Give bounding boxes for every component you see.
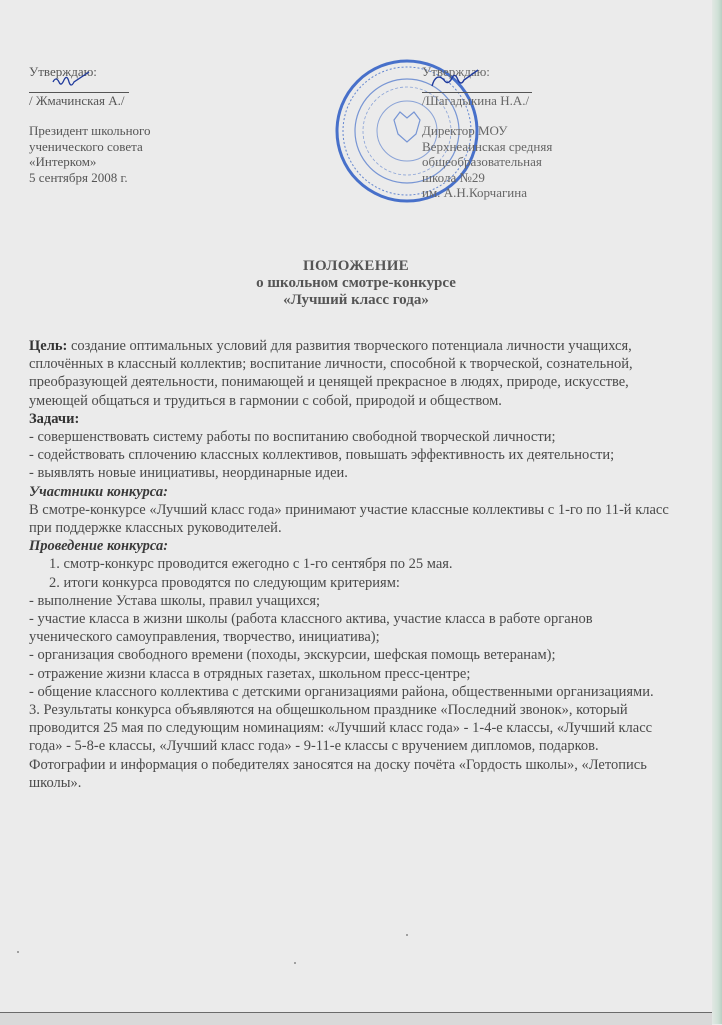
goal-text: создание оптимальных условий для развития творческого потенциала личности учащихся, сплочённых в классный коллектив; воспитание личности, способной к творческой, сознательной, преобразующей деятельности, понимающей и ценящей прекрасное в людях, природе, искусстве, умеющей общаться и трудиться в гармонии с собой, природой и обществом. (29, 338, 633, 409)
conduct-label: Проведение конкурса: (29, 538, 169, 555)
signature-icon (426, 68, 482, 94)
goal-paragraph (29, 337, 669, 410)
approver-position-line: ученического совета (29, 138, 143, 154)
title-line-3: «Лучший класс года» (283, 292, 429, 308)
approver-position-line: Верхнеаинская средняя (422, 138, 553, 154)
document-title (0, 258, 712, 309)
approval-block-left (29, 64, 151, 185)
photos-paragraph: Фотографии и информация о победителях заносятся на доску почёта «Гордость школы», «Летопись школы». (29, 756, 647, 791)
title-line-1: ПОЛОЖЕНИЕ (303, 258, 409, 274)
task-item: - выявлять новые инициативы, неординарные идеи. (29, 465, 348, 482)
participants-label: Участники конкурса: (29, 483, 168, 500)
page-edge (712, 0, 722, 1024)
approval-date: 5 сентября 2008 г. (29, 169, 128, 185)
criteria-item: - участие класса в жизни школы (работа классного актива, участие класса в работе органов ученического самоуправления, творчество, инициатива); (29, 611, 593, 646)
results-paragraph: 3. Результаты конкурса объявляются на общешкольном празднике «Последний звонок», который проводится 25 мая по следующим номинациям: «Лучший класс года» - 1-4-е классы, «Лучший класс года» - 5-8-е классы, «Лучший класс года» - 9-11-е классы с вручением дипломов, подарков. (29, 702, 653, 755)
approver-position-line: школа №29 (422, 169, 485, 185)
goal-label: Цель: (29, 338, 68, 354)
signature-icon (49, 70, 93, 92)
approver-name: /Шагадыкина Н.А./ (422, 92, 530, 108)
approval-heading: Утверждаю: (29, 64, 97, 79)
task-item: - содействовать сплочению классных коллективов, повышать эффективность их деятельности; (29, 447, 615, 464)
approval-block-right (422, 64, 552, 201)
approver-position-line: им. А.Н.Корчагина (422, 185, 527, 200)
approver-name: / Жмачинская А./ (29, 92, 125, 108)
criteria-item: - общение классного коллектива с детскими организациями района, общественными организациями. (29, 683, 654, 700)
tasks-label: Задачи: (29, 410, 80, 427)
approver-position-line: Президент школьного (29, 123, 151, 138)
scan-speck (294, 962, 296, 964)
criteria-item: - выполнение Устава школы, правил учащихся; (29, 592, 321, 609)
title-line-2: о школьном смотре-конкурсе (256, 275, 456, 291)
scan-speck (406, 934, 408, 936)
scan-speck (17, 951, 19, 953)
document-body (29, 337, 669, 792)
criteria-item: - организация свободного времени (походы, экскурсии, шефская помощь ветеранам); (29, 647, 556, 664)
approval-heading: Утверждаю: (422, 64, 490, 79)
approver-position-line: «Интерком» (29, 154, 97, 169)
signature-line (422, 80, 532, 93)
conduct-numbered-item: 2. итоги конкурса проводятся по следующим критериям: (49, 574, 400, 591)
signature-line (29, 80, 129, 93)
page-bottom-edge (0, 1012, 712, 1025)
participants-text: В смотре-конкурсе «Лучший класс года» принимают участие классные коллективы с 1-го по 11-й класс при поддержке классных руководителей. (29, 501, 669, 537)
conduct-numbered-item: 1. смотр-конкурс проводится ежегодно с 1-го сентября по 25 мая. (49, 556, 453, 573)
criteria-item: - отражение жизни класса в отрядных газетах, школьном пресс-центре; (29, 665, 471, 682)
task-item: - совершенствовать систему работы по воспитанию свободной творческой личности; (29, 429, 556, 446)
approver-position-line: общеобразовательная (422, 154, 542, 169)
approver-position-line: Директор МОУ (422, 123, 508, 138)
